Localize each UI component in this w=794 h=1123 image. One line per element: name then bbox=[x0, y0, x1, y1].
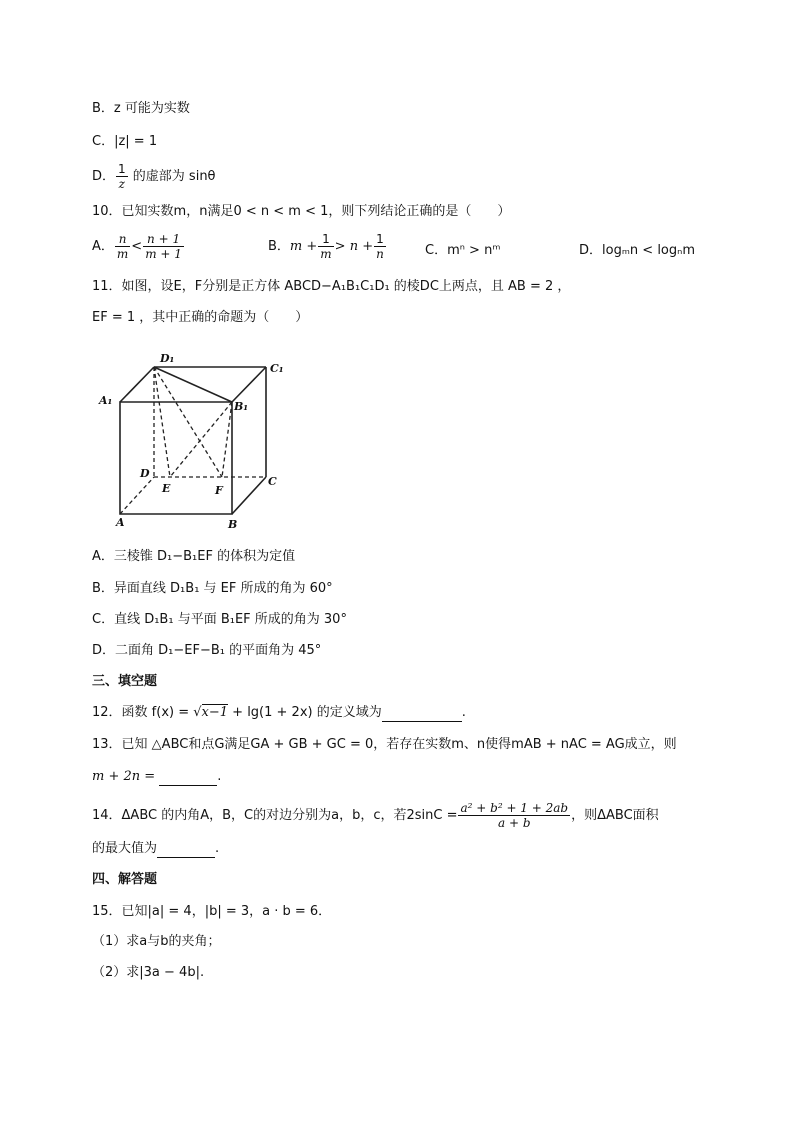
q12-post: + lg(1 + 2x) 的定义域为 bbox=[228, 705, 382, 720]
q12-end: . bbox=[461, 705, 466, 720]
q11-stem-line1: 11．如图，设E，F分别是正方体 ABCD−A₁B₁C₁D₁ 的棱DC上两点，且 AB = 2 ， bbox=[92, 279, 571, 294]
q11-option-b: B．异面直线 D₁B₁ 与 EF 所成的角为 60° bbox=[92, 581, 333, 596]
edge-d1-e bbox=[154, 367, 170, 477]
q13-line1: 13．已知 △ABC和点G满足GA + GB + GC = 0，若存在实数m、n使得mAB + nAC = AG成立，则 bbox=[92, 737, 677, 752]
q13-answer-blank[interactable] bbox=[159, 771, 217, 786]
q13-line2 bbox=[92, 768, 221, 786]
q14-answer-blank[interactable] bbox=[157, 843, 215, 858]
q9-option-d-fraction bbox=[116, 162, 128, 191]
frac-numerator: 1 bbox=[318, 232, 333, 247]
frac-numerator: 1 bbox=[118, 162, 126, 176]
q9-option-c: C．|z| = 1 bbox=[92, 134, 158, 149]
q13-end: . bbox=[217, 769, 222, 784]
q14-end: . bbox=[215, 841, 220, 856]
option-prefix: B． bbox=[268, 239, 290, 254]
q14-pre: 14．ΔABC 的内角A，B，C的对边分别为a，b，c，若2sinC = bbox=[92, 808, 458, 823]
q12 bbox=[92, 704, 466, 722]
label-f: F bbox=[215, 484, 223, 497]
label-a1: A₁ bbox=[99, 394, 113, 407]
edge-d1-b1 bbox=[154, 367, 232, 402]
q10-option-a bbox=[92, 232, 185, 261]
q9-option-d bbox=[92, 162, 216, 191]
q10-option-b bbox=[268, 232, 387, 261]
frac-numerator: n bbox=[115, 232, 130, 247]
edge-b-c bbox=[232, 477, 266, 514]
q14-line2-text: 的最大值为 bbox=[92, 841, 158, 856]
q14-line2 bbox=[92, 840, 219, 858]
q12-pre: 12．函数 f(x) = √ bbox=[92, 705, 202, 720]
frac-denominator: a + b bbox=[498, 816, 531, 830]
section-fill-in-heading: 三、填空题 bbox=[92, 674, 158, 689]
cube-solid-edges bbox=[120, 367, 266, 514]
q15-stem: 15．已知|a| = 4，|b| = 3，a · b = 6． bbox=[92, 904, 332, 919]
q14-line1 bbox=[92, 801, 659, 830]
q10-option-c: C．mⁿ > nᵐ bbox=[425, 243, 501, 258]
label-a: A bbox=[116, 516, 125, 529]
q10-stem: 10．已知实数m，n满足0 < n < m < 1，则下列结论正确的是（ ） bbox=[92, 204, 511, 219]
frac-denominator: m + 1 bbox=[145, 247, 182, 261]
edge-b1-e bbox=[170, 402, 232, 477]
label-d: D bbox=[140, 467, 150, 480]
edge-b1-c1 bbox=[232, 367, 266, 402]
section-answer-heading: 四、解答题 bbox=[92, 872, 158, 887]
q13-expression: m + 2n = bbox=[92, 769, 156, 784]
frac-numerator: 1 bbox=[374, 232, 386, 247]
edge-a1-d1 bbox=[120, 367, 154, 402]
q10-option-d: D．logₘn < logₙm bbox=[579, 243, 695, 258]
q10-a-frac2 bbox=[143, 232, 184, 261]
label-b1: B₁ bbox=[234, 400, 249, 413]
label-c: C bbox=[268, 475, 277, 488]
frac-denominator: m bbox=[320, 247, 332, 261]
q11-option-a: A．三棱锥 D₁−B₁EF 的体积为定值 bbox=[92, 549, 296, 564]
q15-part1: （1）求a与b的夹角； bbox=[92, 934, 221, 949]
q9-option-d-prefix: D． bbox=[92, 169, 116, 184]
label-b: B bbox=[228, 518, 238, 531]
frac-denominator: m bbox=[116, 247, 129, 261]
b-mid: > n + bbox=[334, 239, 374, 254]
frac-numerator: a² + b² + 1 + 2ab bbox=[460, 801, 569, 815]
edge-a-d bbox=[120, 477, 154, 514]
cube-front-face bbox=[120, 402, 232, 514]
frac-numerator: n + 1 bbox=[143, 232, 184, 247]
q12-answer-blank[interactable] bbox=[382, 707, 462, 722]
q10-b-frac1 bbox=[318, 232, 333, 261]
label-e: E bbox=[162, 482, 171, 495]
q14-post: ，则ΔABC面积 bbox=[571, 808, 659, 823]
frac-denominator: z bbox=[118, 177, 125, 191]
q11-option-c: C．直线 D₁B₁ 与平面 B₁EF 所成的角为 30° bbox=[92, 612, 347, 627]
less-than: < bbox=[131, 239, 143, 254]
q9-option-b: B．z 可能为实数 bbox=[92, 101, 190, 116]
q9-option-d-suffix: 的虚部为 sinθ bbox=[132, 169, 216, 184]
q10-a-frac1 bbox=[115, 232, 130, 261]
b-m: m + bbox=[289, 239, 318, 254]
q15-part2: （2）求|3a − 4b|. bbox=[92, 965, 205, 980]
frac-denominator: n bbox=[376, 247, 384, 261]
q14-fraction bbox=[458, 801, 570, 830]
q11-cube-figure bbox=[96, 346, 306, 531]
q11-stem-line2: EF = 1 ，其中正确的命题为（ ） bbox=[92, 310, 309, 325]
label-d1: D₁ bbox=[160, 352, 175, 365]
q12-radicand: x−1 bbox=[201, 705, 229, 720]
label-c1: C₁ bbox=[270, 362, 284, 375]
q11-option-d: D．二面角 D₁−EF−B₁ 的平面角为 45° bbox=[92, 643, 322, 658]
option-prefix: A． bbox=[92, 239, 114, 254]
q10-b-frac2 bbox=[374, 232, 386, 261]
edge-d1-f bbox=[154, 367, 222, 477]
